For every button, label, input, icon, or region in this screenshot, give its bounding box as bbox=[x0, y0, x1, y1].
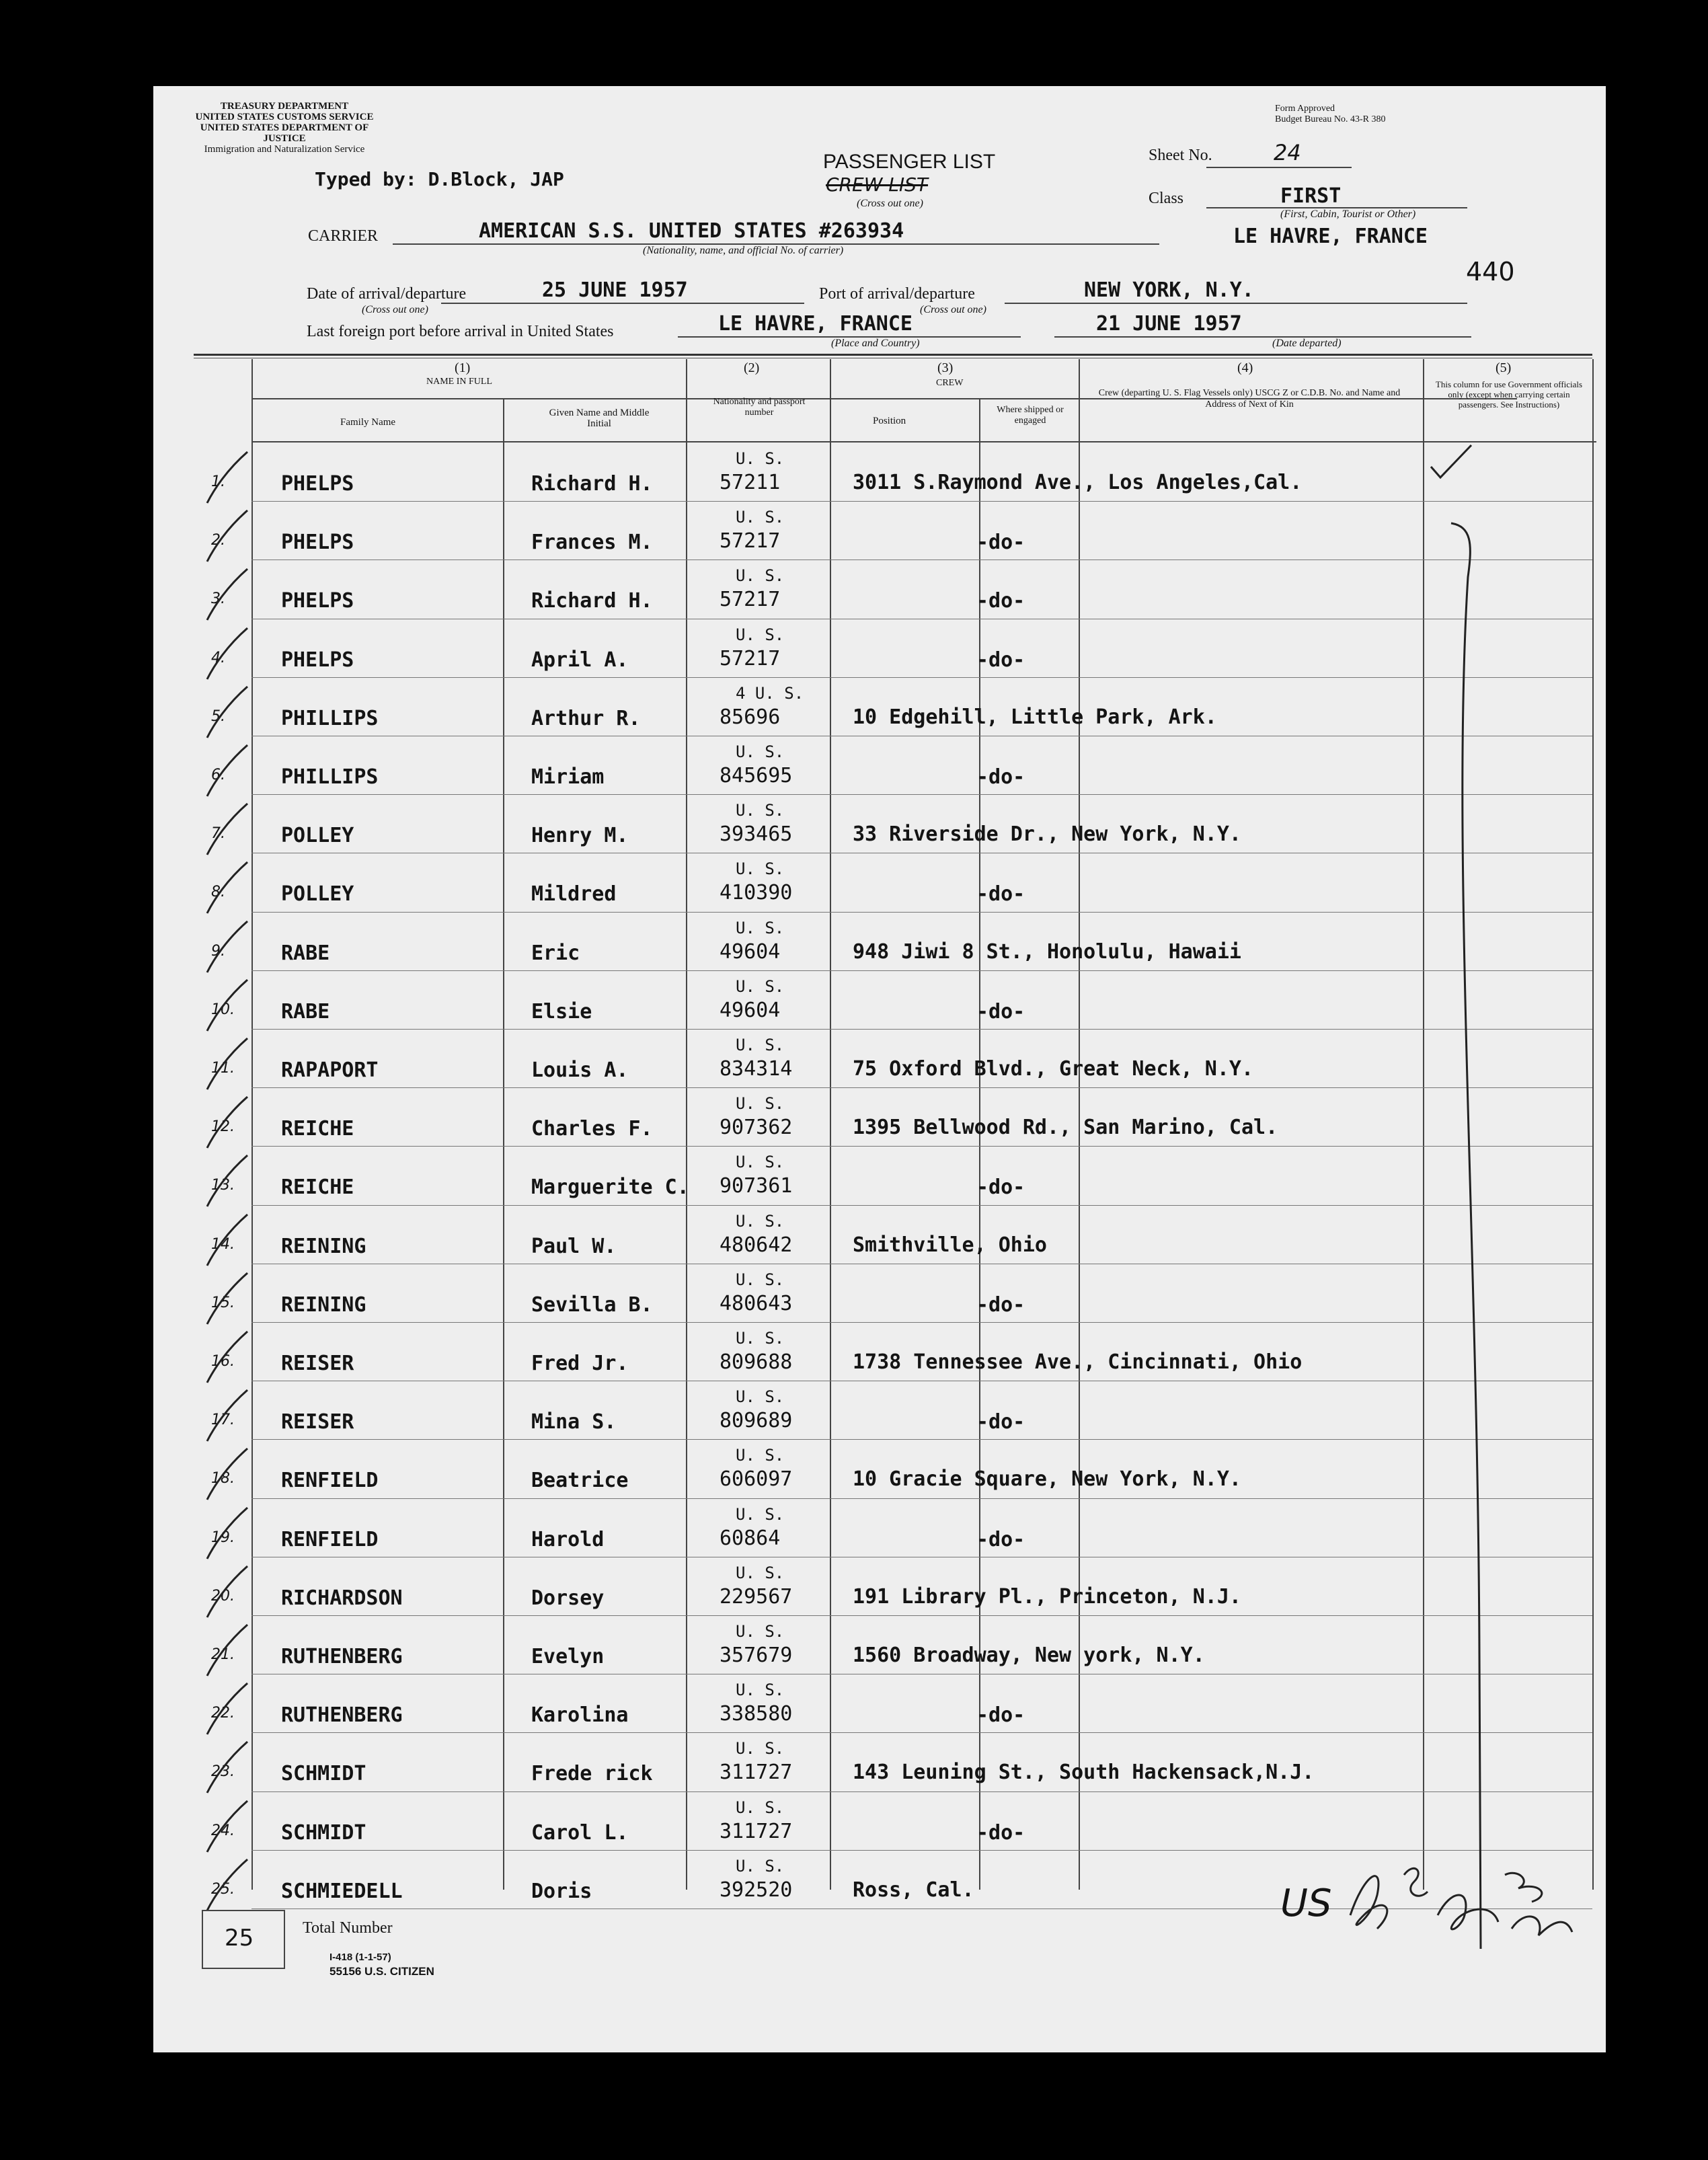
port-label: Port of arrival/departure bbox=[819, 285, 975, 303]
nationality: U. S. bbox=[736, 1387, 785, 1407]
family-name: RUTHENBERG bbox=[281, 1645, 403, 1668]
given-name: Frances M. bbox=[531, 531, 653, 555]
table-row bbox=[153, 1264, 1606, 1322]
date-departed-underline bbox=[1054, 336, 1471, 338]
passport-number: 57217 bbox=[720, 588, 781, 612]
row-number: 13. bbox=[211, 1177, 235, 1194]
col5-number: (5) bbox=[1496, 360, 1512, 375]
row-number: 22. bbox=[211, 1705, 235, 1722]
address: 3011 S.Raymond Ave., Los Angeles,Cal. bbox=[853, 471, 1303, 494]
family-name: RENFIELD bbox=[281, 1469, 379, 1493]
position-header: Position bbox=[873, 416, 906, 426]
nationality: U. S. bbox=[736, 1211, 785, 1231]
row-number: 17. bbox=[211, 1412, 235, 1429]
table-row bbox=[153, 970, 1606, 1029]
port-hint: (Cross out one) bbox=[920, 304, 986, 315]
total-number: 25 bbox=[225, 1925, 254, 1952]
address: -do- bbox=[976, 1175, 1025, 1200]
passport-number: 809689 bbox=[720, 1409, 793, 1433]
form-code: 55156 U.S. CITIZEN bbox=[329, 1965, 434, 1978]
given-name: Karolina bbox=[531, 1703, 629, 1728]
row-number: 24. bbox=[211, 1822, 235, 1839]
nationality: U. S. bbox=[736, 1446, 785, 1465]
table-row bbox=[153, 1498, 1606, 1557]
family-name: PHELPS bbox=[281, 531, 354, 555]
address: 1738 Tennessee Ave., Cincinnati, Ohio bbox=[853, 1350, 1303, 1374]
passport-number: 410390 bbox=[720, 881, 793, 905]
nationality: U. S. bbox=[736, 1153, 785, 1172]
given-name: April A. bbox=[531, 648, 629, 672]
given-name: Fred Jr. bbox=[531, 1352, 629, 1375]
nationality: U. S. bbox=[736, 801, 785, 820]
passport-number: 49604 bbox=[720, 939, 781, 964]
class-value: FIRST bbox=[1280, 184, 1342, 208]
nationality-header: Nationality and passport number bbox=[713, 397, 806, 418]
agency-line: UNITED STATES CUSTOMS SERVICE bbox=[195, 112, 374, 122]
nationality: U. S. bbox=[736, 1504, 785, 1524]
row-number: 7. bbox=[211, 825, 225, 843]
passport-number: 845695 bbox=[720, 764, 793, 787]
address: -do- bbox=[976, 589, 1025, 613]
class-label: Class bbox=[1149, 190, 1184, 207]
table-row bbox=[153, 794, 1606, 853]
given-name: Beatrice bbox=[531, 1469, 629, 1493]
family-name: SCHMIDT bbox=[281, 1820, 366, 1845]
passenger-list-form bbox=[153, 86, 1606, 2052]
given-name: Louis A. bbox=[531, 1058, 629, 1082]
passport-number: 606097 bbox=[720, 1467, 793, 1492]
table-row bbox=[153, 1087, 1606, 1146]
crew-list-crossed: CREW LIST bbox=[826, 173, 929, 196]
port-value: NEW YORK, N.Y. bbox=[1084, 278, 1254, 302]
row-number: 19. bbox=[211, 1529, 235, 1546]
row-number: 12. bbox=[211, 1118, 235, 1136]
family-name: POLLEY bbox=[281, 824, 354, 848]
nationality: U. S. bbox=[736, 742, 785, 761]
nationality: U. S. bbox=[736, 566, 785, 586]
row-number: 11. bbox=[211, 1060, 235, 1077]
family-name: REINING bbox=[281, 1293, 366, 1317]
address: 948 Jiwi 8 St., Honolulu, Hawaii bbox=[853, 939, 1241, 964]
nationality: U. S. bbox=[736, 1798, 785, 1817]
row-number: 14. bbox=[211, 1235, 235, 1253]
row-number: 25. bbox=[211, 1880, 235, 1898]
table-row bbox=[153, 677, 1606, 736]
nationality: U. S. bbox=[736, 1681, 785, 1700]
family-name: RABE bbox=[281, 941, 330, 965]
row-number: 1. bbox=[211, 473, 225, 490]
family-name: PHELPS bbox=[281, 472, 354, 496]
table-row bbox=[153, 853, 1606, 911]
given-name: Mina S. bbox=[531, 1410, 617, 1434]
table-row bbox=[153, 1439, 1606, 1498]
cross-out-hint: (Cross out one) bbox=[857, 198, 923, 209]
place-hint: (Place and Country) bbox=[831, 338, 920, 349]
row-number: 6. bbox=[211, 767, 225, 783]
row-number: 8. bbox=[211, 884, 225, 901]
nationality: U. S. bbox=[736, 1739, 785, 1759]
family-name: RICHARDSON bbox=[281, 1586, 403, 1610]
given-name: Richard H. bbox=[531, 472, 653, 496]
row-number: 3. bbox=[211, 590, 225, 608]
table-top-rule bbox=[194, 354, 1592, 356]
family-name-header: Family Name bbox=[340, 417, 396, 428]
table-row bbox=[153, 1205, 1606, 1264]
row-number: 23. bbox=[211, 1763, 235, 1781]
nationality: U. S. bbox=[736, 1622, 785, 1641]
table-row bbox=[153, 1322, 1606, 1381]
table-row bbox=[153, 1557, 1606, 1615]
table-row bbox=[153, 912, 1606, 970]
family-name: PHILLIPS bbox=[281, 765, 379, 789]
passport-number: 311727 bbox=[720, 1819, 793, 1843]
given-name-header: Given Name and Middle Initial bbox=[549, 408, 650, 429]
address: Ross, Cal. bbox=[853, 1878, 974, 1902]
passport-number: 907362 bbox=[720, 1116, 793, 1140]
sheet-underline bbox=[1206, 167, 1352, 168]
row-number: 16. bbox=[211, 1353, 235, 1370]
passport-number: 60864 bbox=[720, 1526, 781, 1550]
bracket-line bbox=[1451, 523, 1481, 1949]
given-name: Marguerite C. bbox=[531, 1175, 689, 1200]
nationality: U. S. bbox=[736, 1856, 785, 1876]
row-number: 4. bbox=[211, 649, 225, 666]
row-number: 21. bbox=[211, 1646, 235, 1663]
given-name: Richard H. bbox=[531, 589, 653, 613]
carrier-value: AMERICAN S.S. UNITED STATES #263934 bbox=[479, 219, 904, 243]
address: -do- bbox=[976, 882, 1025, 907]
family-name: PHILLIPS bbox=[281, 706, 379, 730]
family-name: REISER bbox=[281, 1352, 354, 1375]
address: 33 Riverside Dr., New York, N.Y. bbox=[853, 822, 1241, 847]
family-name: SCHMIDT bbox=[281, 1762, 366, 1786]
given-name: Evelyn bbox=[531, 1645, 605, 1668]
address: -do- bbox=[976, 1820, 1025, 1845]
table-row bbox=[153, 1615, 1606, 1674]
table-row bbox=[153, 1146, 1606, 1204]
table-row bbox=[153, 1674, 1606, 1732]
form-number: I-418 (1-1-57) bbox=[329, 1952, 391, 1963]
address: -do- bbox=[976, 1703, 1025, 1728]
nationality: U. S. bbox=[736, 859, 785, 879]
passport-number: 809688 bbox=[720, 1350, 793, 1374]
given-name: Eric bbox=[531, 941, 580, 965]
row-number: 9. bbox=[211, 942, 225, 960]
col3-number: (3) bbox=[937, 360, 954, 375]
address: 191 Library Pl., Princeton, N.J. bbox=[853, 1584, 1241, 1609]
arrival-label: Date of arrival/departure bbox=[307, 285, 467, 303]
passport-number: 229567 bbox=[720, 1584, 793, 1609]
address: 1395 Bellwood Rd., San Marino, Cal. bbox=[853, 1116, 1278, 1140]
passport-number: 480643 bbox=[720, 1291, 793, 1315]
family-name: SCHMIEDELL bbox=[281, 1879, 403, 1903]
given-name: Elsie bbox=[531, 999, 592, 1024]
address: -do- bbox=[976, 1527, 1025, 1551]
passport-number: 49604 bbox=[720, 998, 781, 1022]
arrival-underline bbox=[441, 303, 804, 304]
row-number: 18. bbox=[211, 1470, 235, 1488]
family-name: RAPAPORT bbox=[281, 1058, 379, 1082]
col1-title: NAME IN FULL bbox=[426, 377, 492, 387]
row-number: 20. bbox=[211, 1587, 235, 1605]
total-label: Total Number bbox=[303, 1919, 393, 1937]
row-number: 5. bbox=[211, 707, 225, 725]
family-name: REINING bbox=[281, 1234, 366, 1258]
given-name: Charles F. bbox=[531, 1117, 653, 1141]
check-mark-icon bbox=[1431, 445, 1471, 477]
official-signature bbox=[1337, 1835, 1592, 1956]
passport-number: 357679 bbox=[720, 1644, 793, 1667]
given-name: Dorsey bbox=[531, 1586, 605, 1610]
table-row bbox=[153, 560, 1606, 618]
address: -do- bbox=[976, 648, 1025, 672]
crew-header: CREW bbox=[936, 378, 964, 388]
nationality: 4 U. S. bbox=[736, 683, 804, 703]
family-name: RUTHENBERG bbox=[281, 1703, 403, 1728]
given-name: Frede rick bbox=[531, 1762, 653, 1786]
given-name: Sevilla B. bbox=[531, 1293, 653, 1317]
family-name: REISER bbox=[281, 1410, 354, 1434]
agency-line: UNITED STATES DEPARTMENT OF JUSTICE bbox=[200, 122, 369, 144]
passport-number: 57211 bbox=[720, 471, 781, 494]
col2-number: (2) bbox=[744, 360, 760, 375]
port-right: LE HAVRE, FRANCE bbox=[1233, 225, 1428, 248]
col4-header: Crew (departing U. S. Flag Vessels only) USCG Z or C.D.B. No. and Name and Address of Next of Kin bbox=[1098, 388, 1401, 410]
passport-number: 311727 bbox=[720, 1761, 793, 1785]
passport-number: 907361 bbox=[720, 1174, 793, 1198]
where-shipped-header: Where shipped or engaged bbox=[997, 405, 1064, 426]
table-row bbox=[153, 1732, 1606, 1791]
budget-bureau-line: Budget Bureau No. 43-R 380 bbox=[1275, 114, 1386, 124]
last-port-label: Last foreign port before arrival in United States bbox=[307, 323, 614, 340]
nationality: U. S. bbox=[736, 508, 785, 527]
table-row bbox=[153, 501, 1606, 560]
family-name: PHELPS bbox=[281, 589, 354, 613]
table-row bbox=[153, 442, 1606, 501]
row-number: 15. bbox=[211, 1294, 235, 1311]
col1-number: (1) bbox=[455, 360, 471, 375]
nationality: U. S. bbox=[736, 1270, 785, 1289]
nationality: U. S. bbox=[736, 918, 785, 937]
passport-number: 57217 bbox=[720, 646, 781, 670]
nationality: U. S. bbox=[736, 1563, 785, 1582]
address: Smithville, Ohio bbox=[853, 1233, 1047, 1257]
form-approved-line: Form Approved bbox=[1275, 104, 1335, 114]
passport-number: 392520 bbox=[720, 1878, 793, 1902]
table-row bbox=[153, 1381, 1606, 1439]
family-name: REICHE bbox=[281, 1117, 354, 1141]
nationality: U. S. bbox=[736, 625, 785, 644]
given-name: Miriam bbox=[531, 765, 605, 789]
given-name: Henry M. bbox=[531, 824, 629, 848]
col4-number: (4) bbox=[1237, 360, 1253, 375]
address: 10 Edgehill, Little Park, Ark. bbox=[853, 705, 1217, 729]
table-row bbox=[153, 736, 1606, 794]
date-departed-value: 21 JUNE 1957 bbox=[1096, 312, 1242, 336]
address: -do- bbox=[976, 765, 1025, 789]
family-name: REICHE bbox=[281, 1175, 354, 1200]
table-row bbox=[153, 1029, 1606, 1087]
passport-number: 480642 bbox=[720, 1233, 793, 1257]
passport-number: 338580 bbox=[720, 1702, 793, 1726]
given-name: Arthur R. bbox=[531, 706, 641, 730]
passport-number: 834314 bbox=[720, 1057, 793, 1081]
family-name: PHELPS bbox=[281, 648, 354, 672]
row-number: 2. bbox=[211, 532, 225, 549]
last-port-value: LE HAVRE, FRANCE bbox=[718, 312, 913, 336]
family-name: POLLEY bbox=[281, 882, 354, 907]
stamp-number: 440 bbox=[1466, 257, 1515, 286]
address: -do- bbox=[976, 531, 1025, 555]
official-marks bbox=[1424, 442, 1592, 1989]
address: -do- bbox=[976, 1293, 1025, 1317]
passport-number: 57217 bbox=[720, 529, 781, 553]
address: 10 Gracie Square, New York, N.Y. bbox=[853, 1467, 1241, 1492]
address: -do- bbox=[976, 999, 1025, 1024]
address: 75 Oxford Blvd., Great Neck, N.Y. bbox=[853, 1057, 1254, 1081]
address: -do- bbox=[976, 1410, 1025, 1434]
given-name: Mildred bbox=[531, 882, 617, 907]
class-hint: (First, Cabin, Tourist or Other) bbox=[1280, 208, 1416, 220]
form-approved bbox=[1275, 104, 1385, 125]
nationality: U. S. bbox=[736, 976, 785, 996]
arrival-value: 25 JUNE 1957 bbox=[542, 278, 688, 302]
total-box bbox=[202, 1910, 285, 1969]
port-underline bbox=[1005, 303, 1467, 304]
agency-line: TREASURY DEPARTMENT bbox=[220, 101, 349, 112]
col5-header: This column for use Government officials only (except when carrying certain passengers. See Instructions) bbox=[1435, 379, 1583, 410]
arrival-hint: (Cross out one) bbox=[362, 304, 428, 315]
agency-block bbox=[187, 101, 382, 155]
given-name: Carol L. bbox=[531, 1820, 629, 1845]
nationality: U. S. bbox=[736, 449, 785, 468]
row-number: 10. bbox=[211, 1001, 235, 1018]
table-row bbox=[153, 619, 1606, 677]
carrier-label: CARRIER bbox=[308, 227, 379, 245]
nationality: U. S. bbox=[736, 1036, 785, 1054]
page-title: PASSENGER LIST bbox=[823, 151, 996, 173]
given-name: Harold bbox=[531, 1527, 605, 1551]
sheet-number: 24 bbox=[1274, 140, 1301, 165]
family-name: RENFIELD bbox=[281, 1527, 379, 1551]
nationality: U. S. bbox=[736, 1329, 785, 1348]
nationality: U. S. bbox=[736, 1094, 785, 1114]
given-name: Doris bbox=[531, 1879, 592, 1903]
given-name: Paul W. bbox=[531, 1234, 617, 1258]
date-departed-hint: (Date departed) bbox=[1272, 338, 1342, 349]
passport-number: 393465 bbox=[720, 822, 793, 847]
family-name: RABE bbox=[281, 999, 330, 1024]
sheet-label: Sheet No. bbox=[1149, 147, 1212, 164]
typed-by: Typed by: D.Block, JAP bbox=[315, 168, 564, 190]
address: 1560 Broadway, New york, N.Y. bbox=[853, 1644, 1205, 1667]
agency-line: Immigration and Naturalization Service bbox=[204, 144, 365, 155]
passport-number: 85696 bbox=[720, 705, 781, 729]
carrier-hint: (Nationality, name, and official No. of carrier) bbox=[643, 245, 844, 256]
handwritten-us: US bbox=[1280, 1882, 1332, 1925]
address: 143 Leuning St., South Hackensack,N.J. bbox=[853, 1761, 1315, 1785]
